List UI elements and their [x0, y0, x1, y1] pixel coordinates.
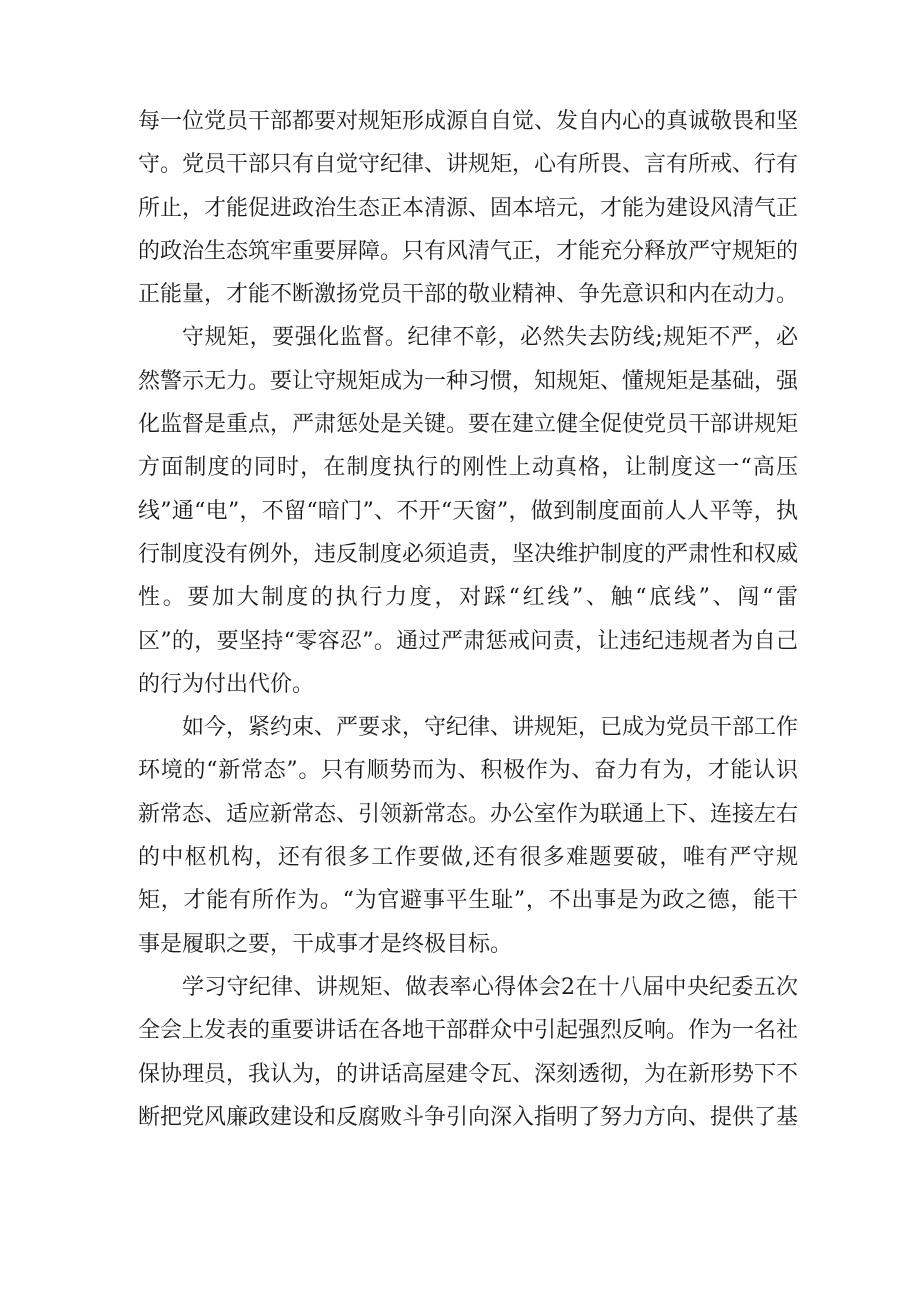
paragraph-4: 学习守纪律、讲规矩、做表率心得体会2在十八届中央纪委五次全会上发表的重要讲话在各地干部群众中引起强烈反响。作为一名社保协理员，我认为，的讲话高屋建令瓦、深刻透彻，为在新形势下不断把党风廉政建设和反腐败斗争引向深入指明了努力方向、提供了基	[138, 974, 799, 1130]
paragraph-1: 每一位党员干部都要对规矩形成源自自觉、发自内心的真诚敬畏和坚守。党员干部只有自觉守纪律、讲规矩，心有所畏、言有所戒、行有所止，才能促进政治生态正本清源、固本培元，才能为建设风清气正的政治生态筑牢重要屏障。只有风清气正，才能充分释放严守规矩的正能量，才能不断激扬党员干部的敬业精神、争先意识和内在动力。	[138, 109, 799, 308]
document-body	[138, 100, 798, 1139]
paragraph-2: 守规矩，要强化监督。纪律不彰，必然失去防线;规矩不严，必然警示无力。要让守规矩成为一种习惯，知规矩、懂规矩是基础，强化监督是重点，严肃惩处是关键。要在建立健全促使党员干部讲规矩方面制度的同时，在制度执行的刚性上动真格，让制度这一“高压线”通“电”，不留“暗门”、不开“天窗”，做到制度面前人人平等，执行制度没有例外，违反制度必须追责，坚决维护制度的严肃性和权威性。要加大制度的执行力度，对踩“红线”、触“底线”、闯“雷区”的，要坚持“零容忍”。通过严肃惩戒问责，让违纪违规者为自己的行为付出代价。	[138, 325, 799, 697]
paragraph-3: 如今，紧约束、严要求，守纪律、讲规矩，已成为党员干部工作环境的“新常态”。只有顺势而为、积极作为、奋力有为，才能认识新常态、适应新常态、引领新常态。办公室作为联通上下、连接左右的中枢机构，还有很多工作要做,还有很多难题要破，唯有严守规矩，才能有所作为。“为官避事平生耻”，不出事是为政之德，能干事是履职之要，干成事才是终极目标。	[138, 715, 799, 957]
